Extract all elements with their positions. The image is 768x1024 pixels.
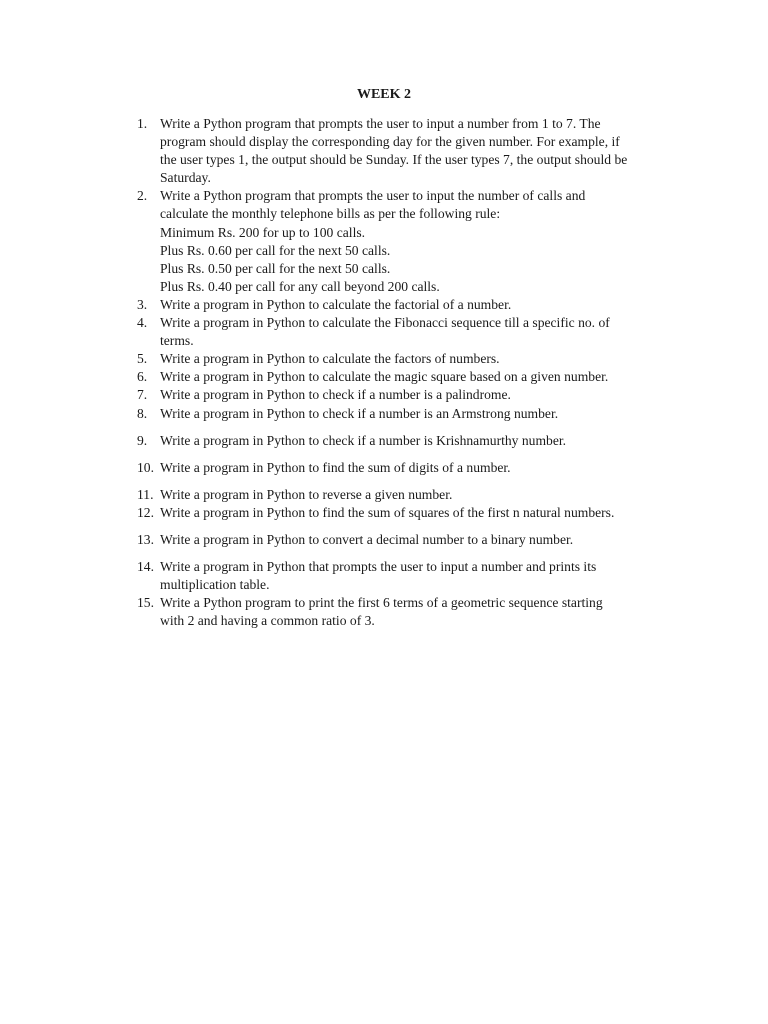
list-item <box>137 386 657 404</box>
list-item <box>137 459 657 477</box>
item-text-line: Saturday. <box>160 170 211 186</box>
item-text-line: Plus Rs. 0.60 per call for the next 50 calls. <box>160 242 391 258</box>
item-text-line: Write a program in Python to find the sum of squares of the first n natural numbers. <box>160 504 615 520</box>
item-text-line: Write a program in Python to check if a number is a palindrome. <box>160 387 511 403</box>
page-title <box>0 86 768 104</box>
item-number: 8. <box>137 405 148 421</box>
item-text-line: Write a program in Python to convert a decimal number to a binary number. <box>160 531 574 547</box>
item-text-line: Write a program in Python to calculate the magic square based on a given number. <box>160 369 609 385</box>
list-item <box>137 405 657 423</box>
list-item <box>137 350 657 368</box>
item-text-line: Write a program in Python to find the sum of digits of a number. <box>160 459 511 475</box>
item-text-line: Write a program in Python to calculate the factors of numbers. <box>160 351 500 367</box>
list-item <box>137 432 657 450</box>
item-number: 6. <box>137 369 148 385</box>
item-number: 7. <box>137 387 148 403</box>
item-number: 9. <box>137 432 148 448</box>
list-item <box>137 486 657 504</box>
item-number: 2. <box>137 188 148 204</box>
item-number: 3. <box>137 296 148 312</box>
list-item <box>137 187 657 296</box>
item-text-line: the user types 1, the output should be Sunday. If the user types 7, the output should be <box>160 152 628 168</box>
item-number: 15. <box>137 595 154 611</box>
item-number: 11. <box>137 486 154 502</box>
list-item <box>137 296 657 314</box>
item-number: 1. <box>137 116 148 131</box>
exercise-list <box>137 115 657 630</box>
item-text-line: multiplication table. <box>160 577 270 593</box>
item-number: 5. <box>137 351 148 367</box>
item-text-line: Write a program in Python to calculate the Fibonacci sequence till a specific no. of <box>160 315 610 331</box>
list-item <box>137 594 657 630</box>
item-text-line: Write a program in Python that prompts the user to input a number and prints its <box>160 559 597 575</box>
item-number: 12. <box>137 504 154 520</box>
item-text-line: program should display the corresponding day for the given number. For example, if <box>160 134 620 150</box>
list-item <box>137 314 657 350</box>
item-text-line: Write a Python program to print the first 6 terms of a geometric sequence starting <box>160 595 603 611</box>
item-text-line: Write a program in Python to reverse a given number. <box>160 486 453 502</box>
item-number: 10. <box>137 459 154 475</box>
item-number: 14. <box>137 559 154 575</box>
item-number: 13. <box>137 531 154 547</box>
list-item <box>137 558 657 594</box>
list-item <box>137 368 657 386</box>
item-number: 4. <box>137 315 148 331</box>
page-title-text: WEEK 2 <box>356 87 412 102</box>
item-text-line: Plus Rs. 0.50 per call for the next 50 calls. <box>160 260 391 276</box>
item-text-line: Plus Rs. 0.40 per call for any call beyond 200 calls. <box>160 278 440 294</box>
list-item <box>137 531 657 549</box>
list-item <box>137 504 657 522</box>
item-text-line: calculate the monthly telephone bills as per the following rule: <box>160 206 501 222</box>
item-text-line: Minimum Rs. 200 for up to 100 calls. <box>160 224 366 240</box>
list-item <box>137 115 657 187</box>
item-text-line: with 2 and having a common ratio of 3. <box>160 613 375 629</box>
item-text-line: Write a program in Python to check if a number is Krishnamurthy number. <box>160 432 567 448</box>
item-text-line: Write a Python program that prompts the user to input the number of calls and <box>160 188 586 204</box>
item-text-line: Write a program in Python to check if a number is an Armstrong number. <box>160 405 559 421</box>
item-text-line: Write a Python program that prompts the user to input a number from 1 to 7. The <box>160 116 601 131</box>
item-text-line: Write a program in Python to calculate the factorial of a number. <box>160 296 512 312</box>
item-text-line: terms. <box>160 333 194 349</box>
